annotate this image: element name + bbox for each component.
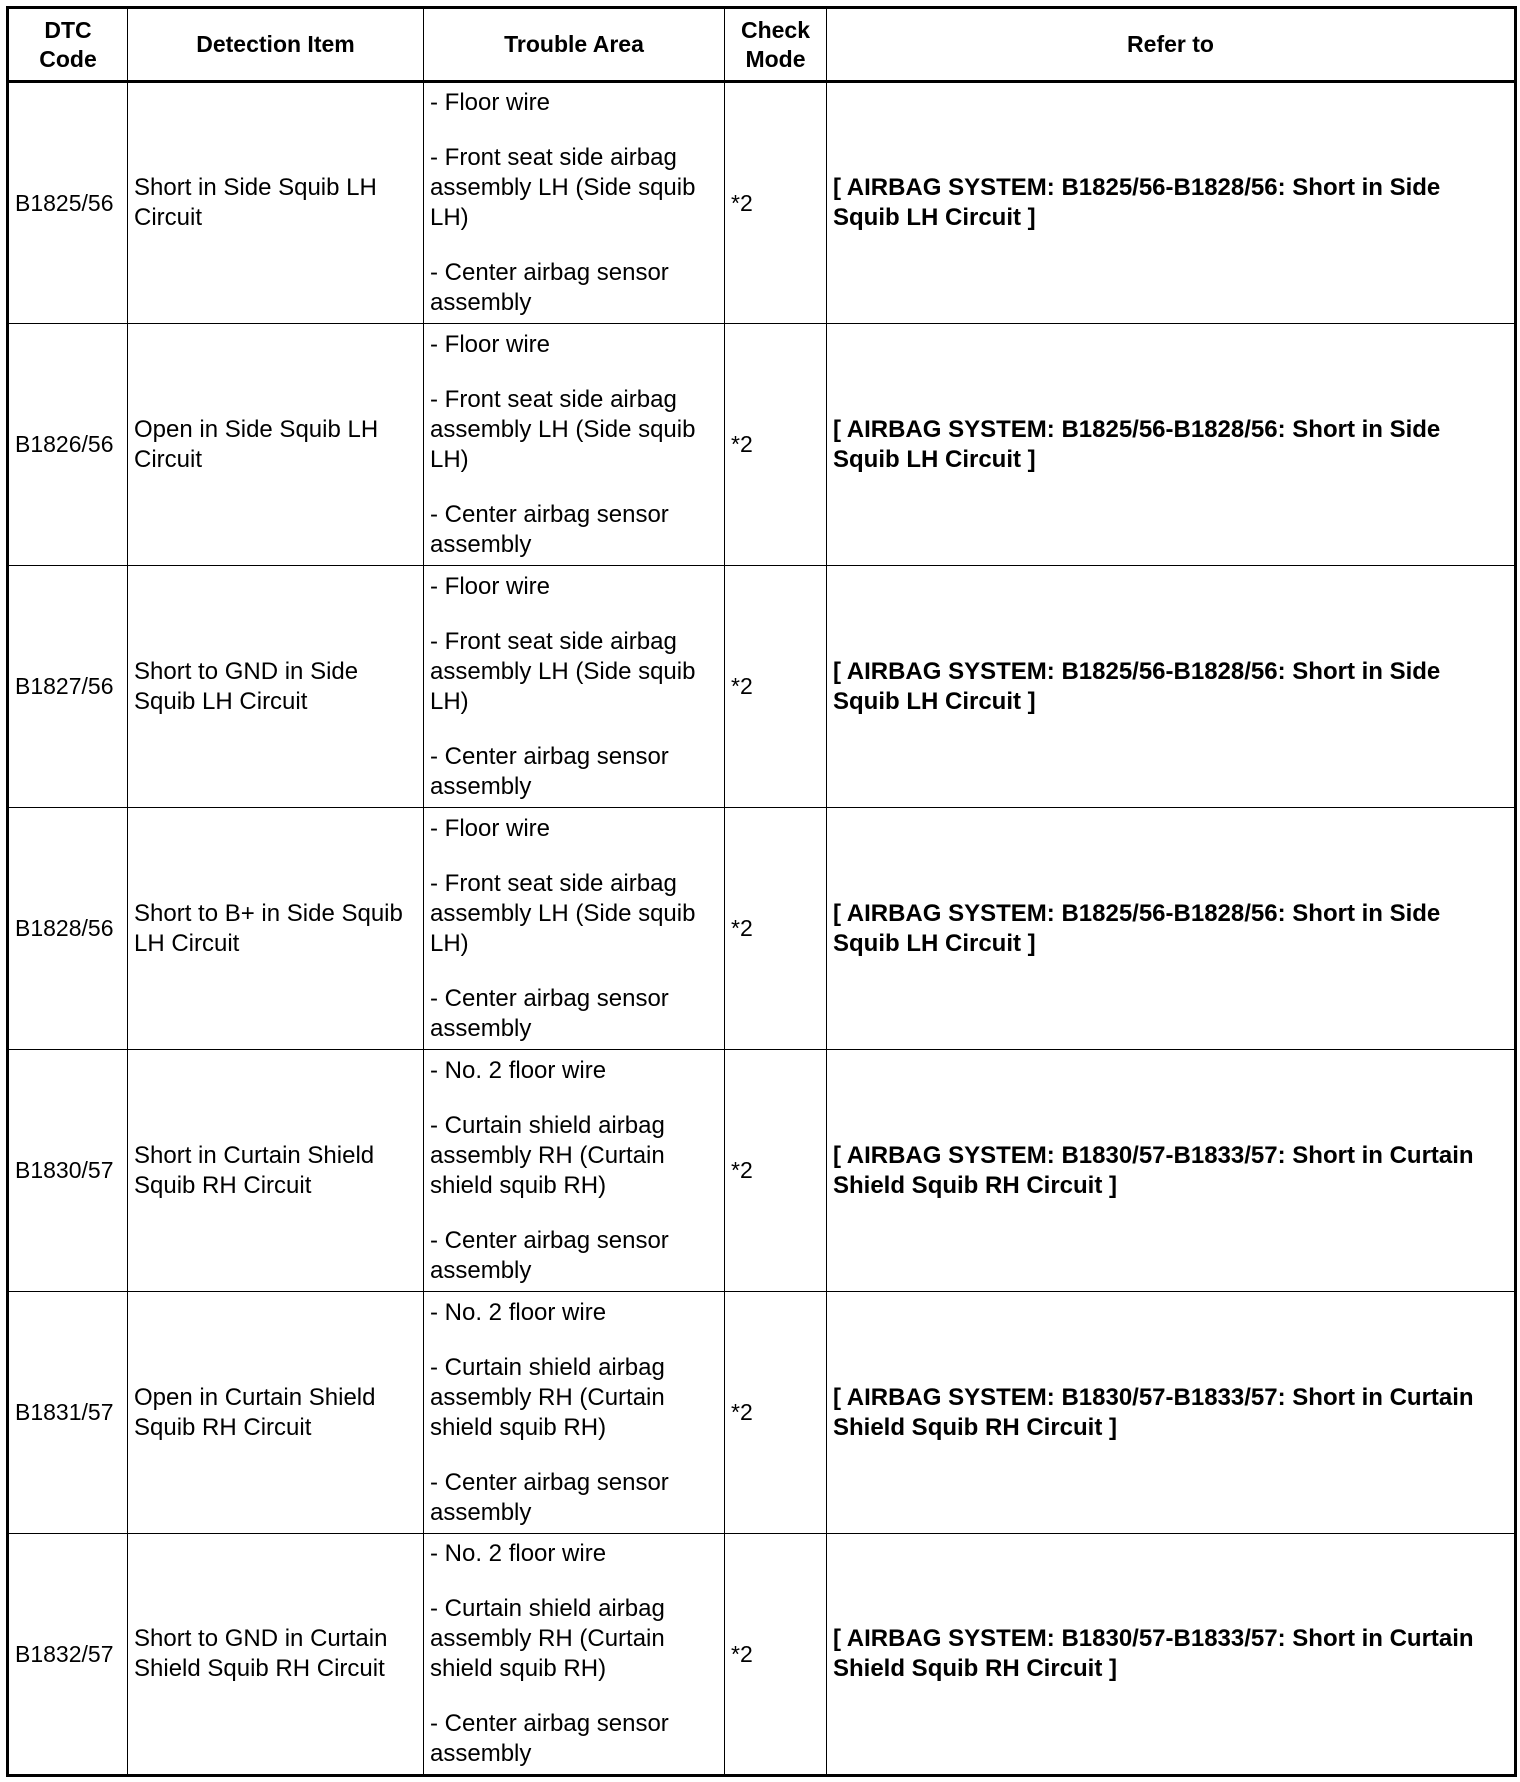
trouble-area-line: - Curtain shield airbag assembly RH (Curtain shield squib RH) bbox=[430, 1111, 665, 1199]
check-mode-cell: *2 bbox=[725, 82, 827, 324]
refer-to-link[interactable]: [ AIRBAG SYSTEM: B1830/57-B1833/57: Short in Curtain Shield Squib RH Circuit ] bbox=[827, 1534, 1516, 1776]
dtc-code-cell: B1828/56 bbox=[8, 808, 128, 1050]
check-mode-cell: *2 bbox=[725, 808, 827, 1050]
trouble-area-cell bbox=[424, 808, 725, 1050]
detection-item-cell: Short in Side Squib LH Circuit bbox=[128, 82, 424, 324]
dtc-code-cell: B1826/56 bbox=[8, 324, 128, 566]
table-row bbox=[8, 1050, 1516, 1292]
check-mode-cell: *2 bbox=[725, 1534, 827, 1776]
trouble-area-line: - Center airbag sensor assembly bbox=[430, 1468, 669, 1526]
header-detection-item: Detection Item bbox=[128, 8, 424, 82]
trouble-area-line: - Front seat side airbag assembly LH (Side squib LH) bbox=[430, 144, 696, 231]
check-mode-cell: *2 bbox=[725, 324, 827, 566]
refer-to-link[interactable]: [ AIRBAG SYSTEM: B1830/57-B1833/57: Short in Curtain Shield Squib RH Circuit ] bbox=[827, 1050, 1516, 1292]
table-row bbox=[8, 808, 1516, 1050]
table-row bbox=[8, 324, 1516, 566]
document-page bbox=[6, 6, 1517, 1777]
trouble-area-line: - Center airbag sensor assembly bbox=[430, 742, 669, 800]
header-trouble-area: Trouble Area bbox=[424, 8, 725, 82]
trouble-area-line: - Center airbag sensor assembly bbox=[430, 500, 669, 558]
detection-item-cell: Short to GND in Side Squib LH Circuit bbox=[128, 566, 424, 808]
trouble-area-line: - Front seat side airbag assembly LH (Side squib LH) bbox=[430, 869, 696, 957]
header-check-mode: Check Mode bbox=[725, 8, 827, 82]
refer-to-link[interactable]: [ AIRBAG SYSTEM: B1825/56-B1828/56: Short in Side Squib LH Circuit ] bbox=[827, 808, 1516, 1050]
trouble-area-line: - Center airbag sensor assembly bbox=[430, 1226, 669, 1284]
detection-item-cell: Short in Curtain Shield Squib RH Circuit bbox=[128, 1050, 424, 1292]
detection-item-cell: Short to B+ in Side Squib LH Circuit bbox=[128, 808, 424, 1050]
trouble-area-line: - Curtain shield airbag assembly RH (Curtain shield squib RH) bbox=[430, 1595, 665, 1682]
trouble-area-line: - Floor wire bbox=[430, 330, 551, 358]
detection-item-cell: Open in Curtain Shield Squib RH Circuit bbox=[128, 1292, 424, 1534]
trouble-area-line: - No. 2 floor wire bbox=[430, 1056, 607, 1084]
trouble-area-line: - No. 2 floor wire bbox=[430, 1298, 607, 1326]
refer-to-link[interactable]: [ AIRBAG SYSTEM: B1830/57-B1833/57: Short in Curtain Shield Squib RH Circuit ] bbox=[827, 1292, 1516, 1534]
header-refer-to: Refer to bbox=[827, 8, 1516, 82]
trouble-area-cell bbox=[424, 324, 725, 566]
trouble-area-line: - Center airbag sensor assembly bbox=[430, 984, 669, 1042]
trouble-area-cell bbox=[424, 1292, 725, 1534]
trouble-area-line: - Center airbag sensor assembly bbox=[430, 1710, 669, 1767]
trouble-area-cell bbox=[424, 82, 725, 324]
header-dtc-code: DTC Code bbox=[8, 8, 128, 82]
dtc-code-cell: B1827/56 bbox=[8, 566, 128, 808]
dtc-table bbox=[6, 6, 1517, 1777]
dtc-code-cell: B1831/57 bbox=[8, 1292, 128, 1534]
trouble-area-line: - Center airbag sensor assembly bbox=[430, 259, 669, 316]
detection-item-cell: Open in Side Squib LH Circuit bbox=[128, 324, 424, 566]
check-mode-cell: *2 bbox=[725, 566, 827, 808]
trouble-area-cell bbox=[424, 566, 725, 808]
dtc-code-cell: B1825/56 bbox=[8, 82, 128, 324]
trouble-area-line: - Floor wire bbox=[430, 572, 551, 600]
trouble-area-line: - Front seat side airbag assembly LH (Side squib LH) bbox=[430, 627, 696, 715]
check-mode-cell: *2 bbox=[725, 1050, 827, 1292]
check-mode-cell: *2 bbox=[725, 1292, 827, 1534]
trouble-area-line: - Curtain shield airbag assembly RH (Curtain shield squib RH) bbox=[430, 1353, 665, 1441]
table-row bbox=[8, 566, 1516, 808]
header-row bbox=[8, 8, 1516, 82]
table-row bbox=[8, 1534, 1516, 1776]
refer-to-link[interactable]: [ AIRBAG SYSTEM: B1825/56-B1828/56: Short in Side Squib LH Circuit ] bbox=[827, 324, 1516, 566]
dtc-code-cell: B1830/57 bbox=[8, 1050, 128, 1292]
trouble-area-line: - Front seat side airbag assembly LH (Side squib LH) bbox=[430, 385, 696, 473]
trouble-area-cell bbox=[424, 1534, 725, 1776]
trouble-area-cell bbox=[424, 1050, 725, 1292]
trouble-area-line: - Floor wire bbox=[430, 89, 551, 116]
trouble-area-line: - No. 2 floor wire bbox=[430, 1540, 607, 1567]
dtc-code-cell: B1832/57 bbox=[8, 1534, 128, 1776]
refer-to-link[interactable]: [ AIRBAG SYSTEM: B1825/56-B1828/56: Short in Side Squib LH Circuit ] bbox=[827, 566, 1516, 808]
table-body bbox=[8, 82, 1516, 1776]
detection-item-cell: Short to GND in Curtain Shield Squib RH Circuit bbox=[128, 1534, 424, 1776]
refer-to-link[interactable]: [ AIRBAG SYSTEM: B1825/56-B1828/56: Short in Side Squib LH Circuit ] bbox=[827, 82, 1516, 324]
trouble-area-line: - Floor wire bbox=[430, 814, 551, 842]
table-row bbox=[8, 82, 1516, 324]
table-row bbox=[8, 1292, 1516, 1534]
